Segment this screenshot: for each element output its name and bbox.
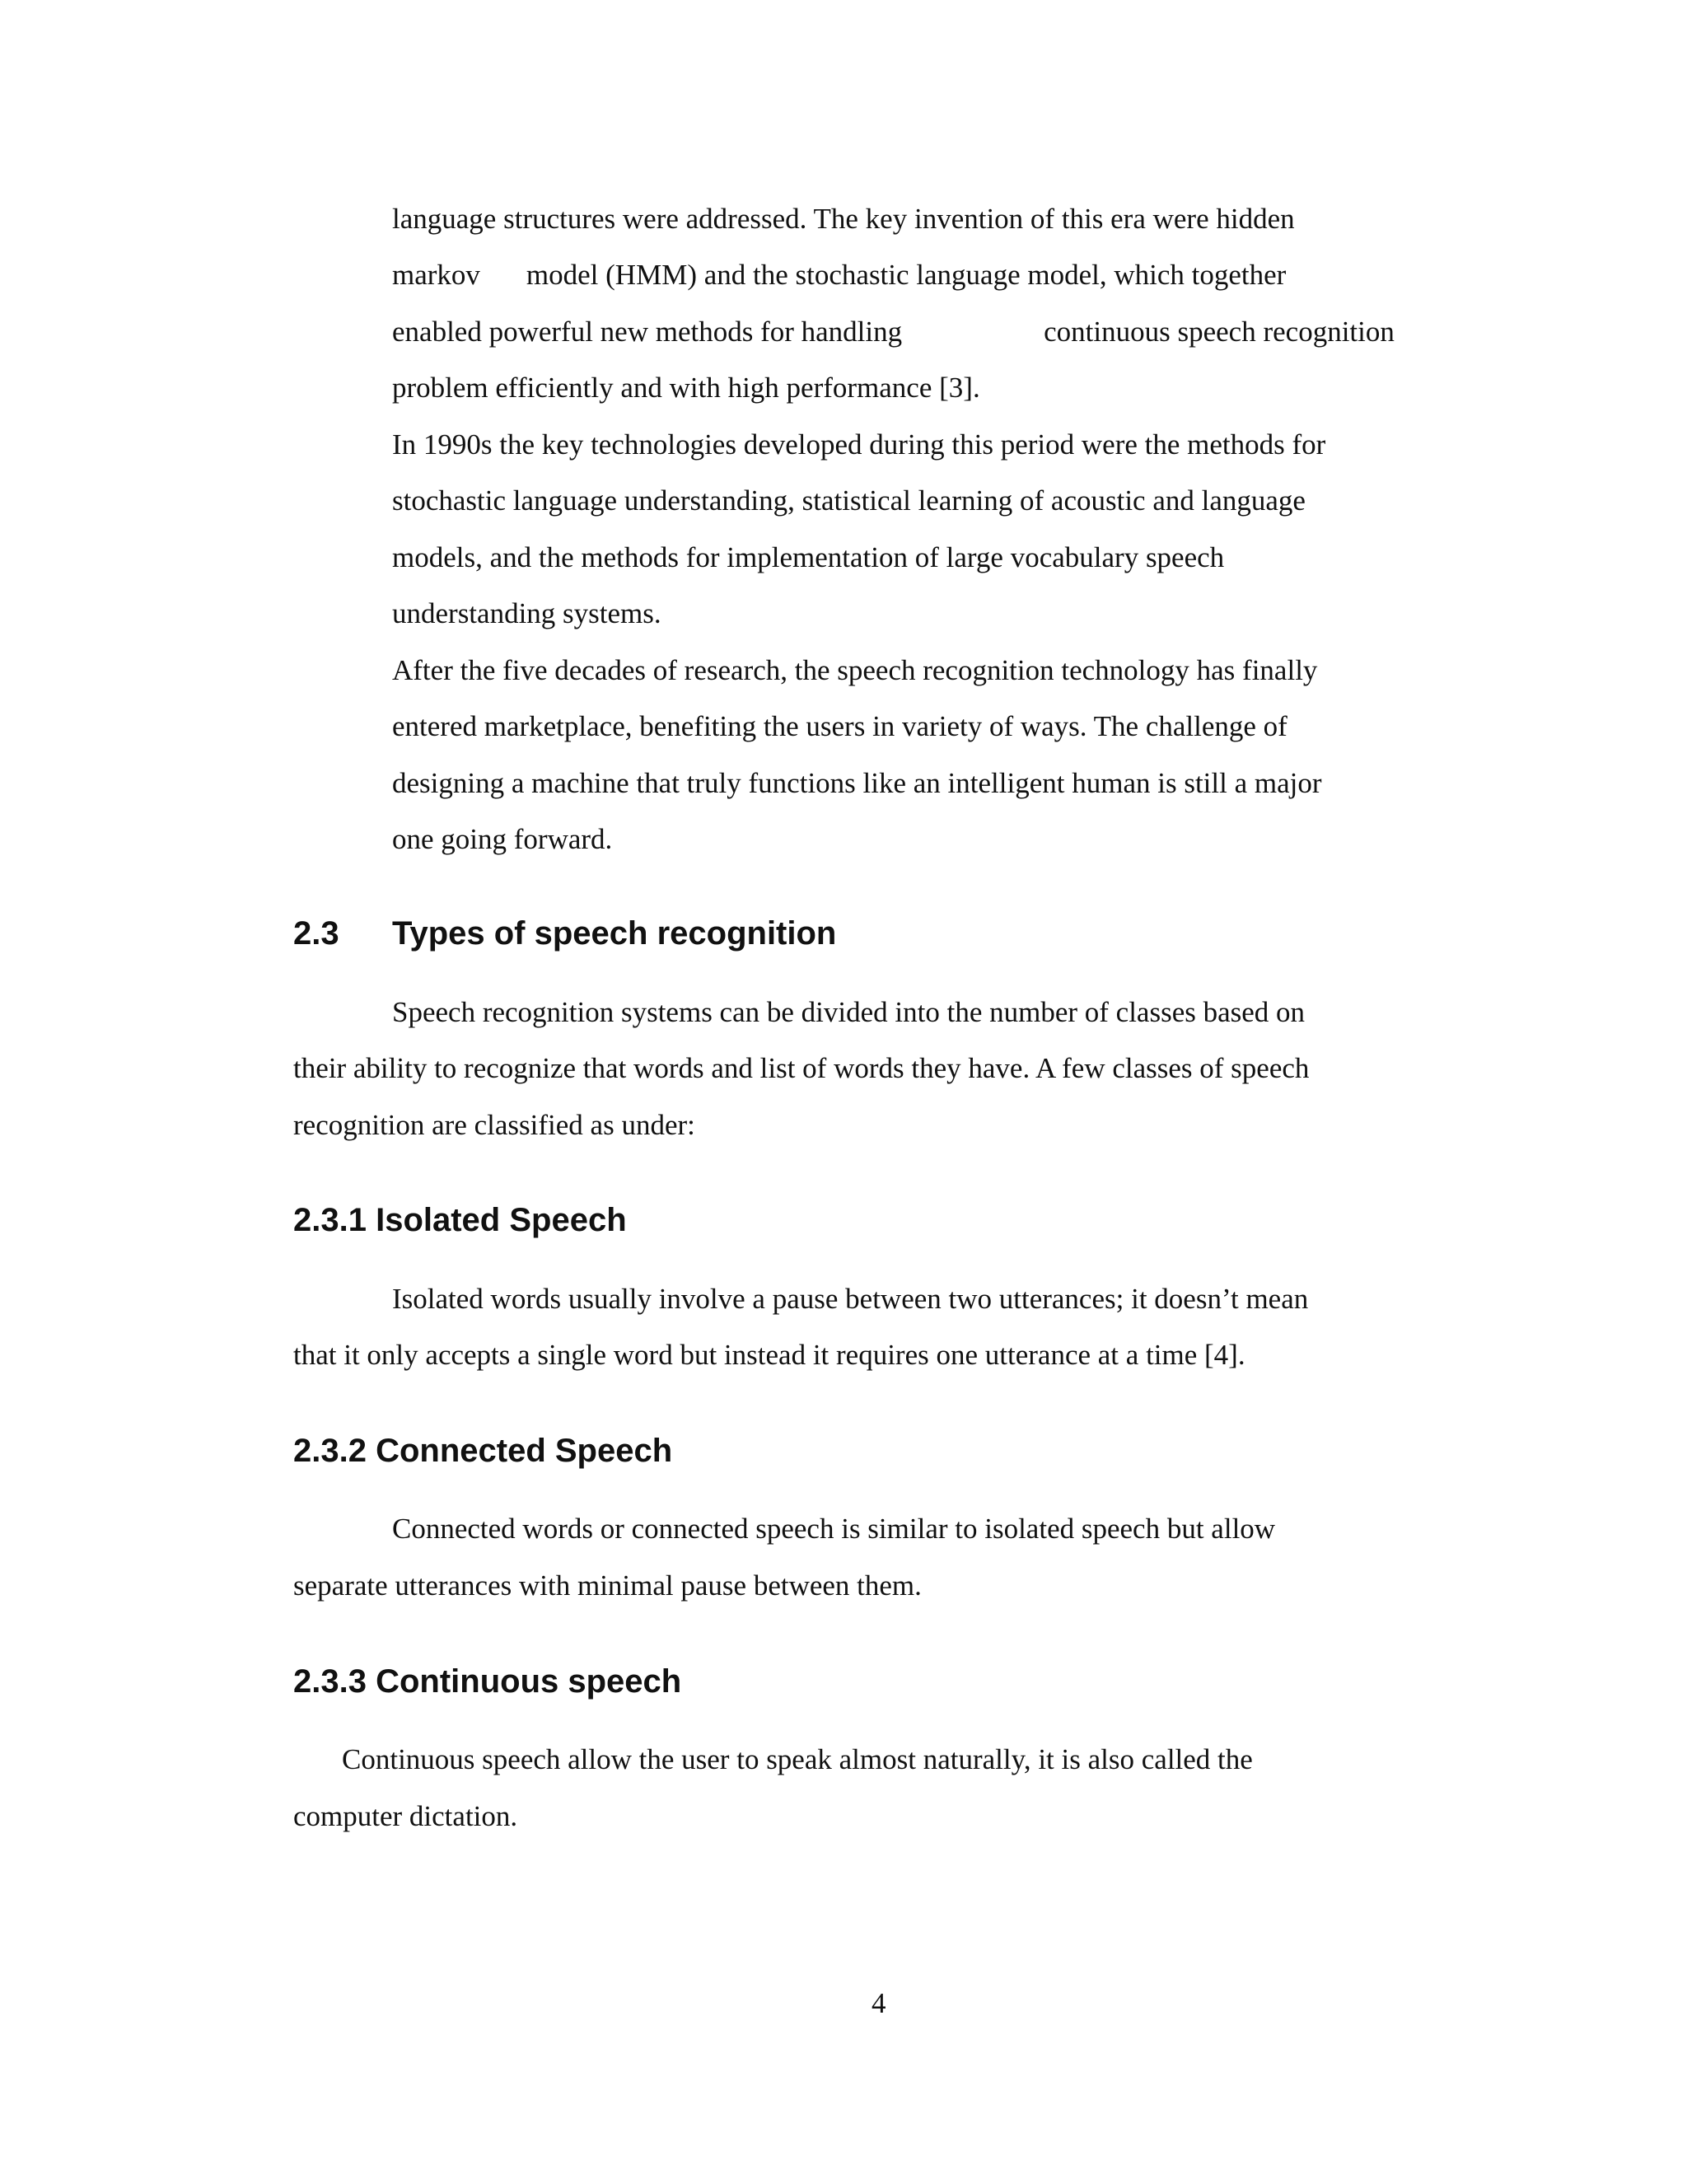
intro-line-3-part-a: enabled powerful new methods for handling [392, 316, 903, 348]
section-2-3-line-2: their ability to recognize that words and list of words they have. A few classes of speech [293, 1052, 1310, 1084]
intro-line-3-part-b: continuous speech recognition [1044, 316, 1395, 348]
page-number: 4 [872, 1987, 886, 2019]
intro-line-4: problem efficiently and with high performance [3]. [392, 372, 980, 404]
section-2-3-1-heading: 2.3.1 Isolated Speech [293, 1202, 627, 1238]
intro-line-2 [392, 257, 1286, 293]
intro-line-10: entered marketplace, benefiting the users in variety of ways. The challenge of [392, 710, 1287, 742]
intro-line-5: In 1990s the key technologies developed during this period were the methods for [392, 428, 1326, 461]
section-2-3-1-line-1: Isolated words usually involve a pause between two utterances; it doesn’t mean [392, 1283, 1309, 1315]
intro-line-8: understanding systems. [392, 597, 661, 629]
section-2-3-3-line-2: computer dictation. [293, 1800, 518, 1832]
section-2-3-line-1: Speech recognition systems can be divided into the number of classes based on [392, 996, 1306, 1028]
intro-line-2-part-a: markov [392, 259, 480, 291]
section-2-3-1-line-2: that it only accepts a single word but instead it requires one utterance at a time [4]. [293, 1339, 1245, 1371]
intro-line-11: designing a machine that truly functions like an intelligent human is still a major [392, 767, 1322, 799]
intro-line-3 [392, 314, 1395, 350]
intro-line-2-part-b: model (HMM) and the stochastic language model, which together [526, 259, 1287, 291]
section-2-3-3-heading: 2.3.3 Continuous speech [293, 1663, 682, 1700]
section-2-3-2-line-1: Connected words or connected speech is similar to isolated speech but allow [392, 1513, 1276, 1545]
section-2-3-2-line-2: separate utterances with minimal pause between them. [293, 1569, 922, 1602]
intro-line-1: language structures were addressed. The key invention of this era were hidden [392, 203, 1295, 235]
intro-line-6: stochastic language understanding, statistical learning of acoustic and language [392, 484, 1306, 517]
section-2-3-number: 2.3 [293, 915, 339, 952]
section-2-3-heading [0, 913, 1687, 954]
intro-line-7: models, and the methods for implementation of large vocabulary speech [392, 541, 1225, 573]
intro-line-9: After the five decades of research, the speech recognition technology has finally [392, 654, 1318, 686]
intro-line-12: one going forward. [392, 823, 613, 855]
section-2-3-3-line-1: Continuous speech allow the user to speak almost naturally, it is also called the [342, 1743, 1253, 1775]
section-2-3-title: Types of speech recognition [392, 915, 837, 952]
section-2-3-line-3: recognition are classified as under: [293, 1109, 695, 1141]
section-2-3-2-heading: 2.3.2 Connected Speech [293, 1433, 673, 1469]
